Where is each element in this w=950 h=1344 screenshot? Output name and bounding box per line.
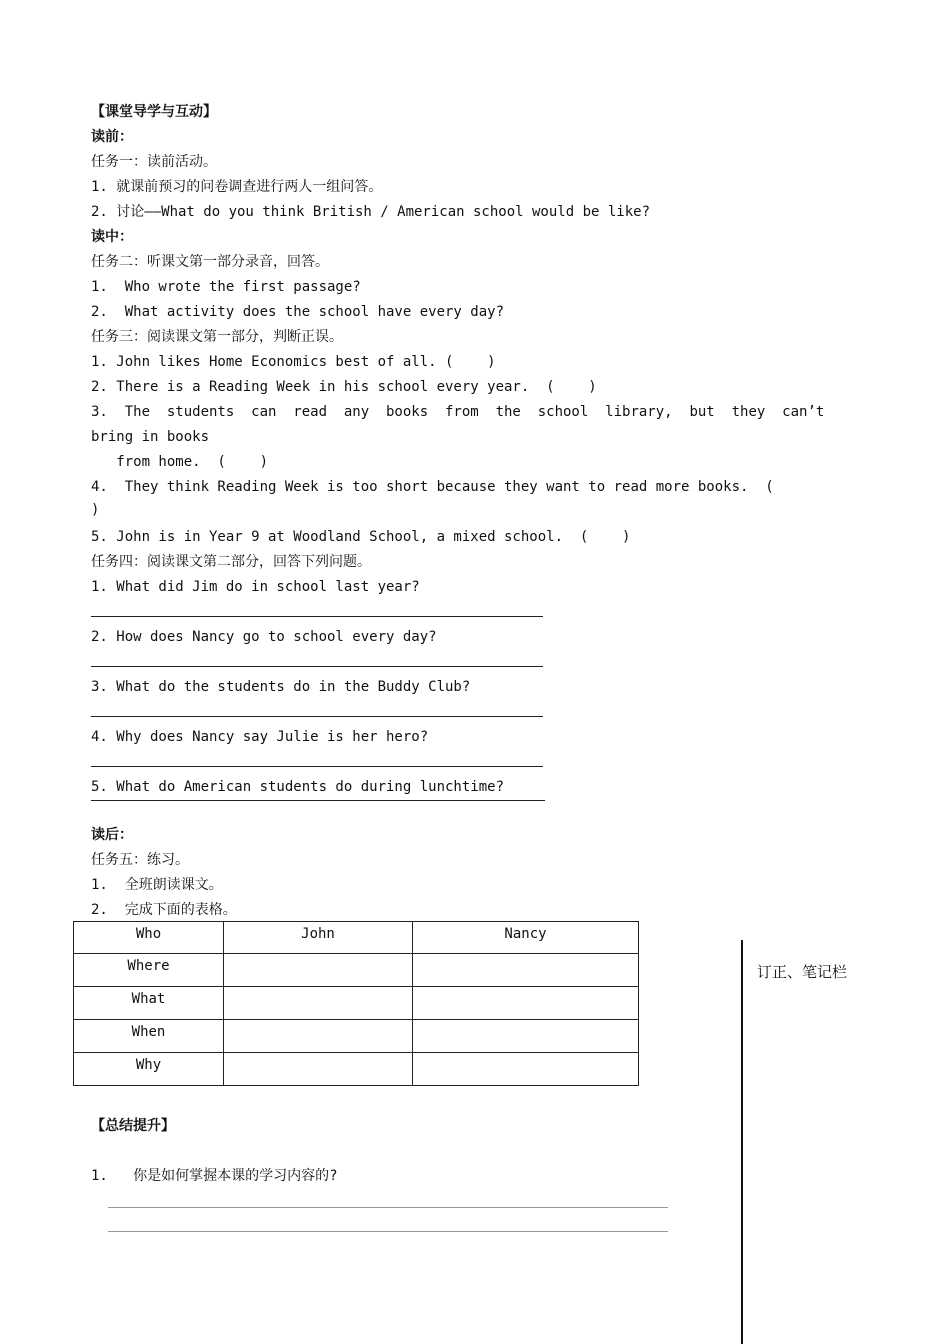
- task3-item-cont: ): [91, 502, 100, 518]
- section-classroom-heading: 【课堂导学与互动】: [91, 104, 217, 120]
- task1-title: 任务一：读前活动。: [91, 154, 217, 170]
- task3-item: 3. The students can read any books from the school library, but they can’t: [91, 404, 825, 420]
- answer-cell[interactable]: [224, 1020, 413, 1053]
- task5-title: 任务五：练习。: [91, 852, 189, 868]
- task1-item: 1. 就课前预习的问卷调查进行两人一组问答。: [91, 179, 383, 195]
- answer-line[interactable]: [91, 800, 545, 801]
- row-label-cell: Why: [74, 1053, 224, 1086]
- table-row: [74, 1053, 639, 1086]
- answer-line[interactable]: [91, 616, 543, 617]
- task4-question: 1. What did Jim do in school last year?: [91, 579, 420, 595]
- answer-line[interactable]: [108, 1207, 668, 1208]
- task2-title: 任务二：听课文第一部分录音，回答。: [91, 254, 329, 270]
- answer-cell[interactable]: [224, 1053, 413, 1086]
- task2-item: 1. Who wrote the first passage?: [91, 279, 361, 295]
- task3-item-cont: from home. ( ): [91, 454, 269, 470]
- notes-column-label: 订正、笔记栏: [757, 963, 848, 981]
- answer-line[interactable]: [91, 766, 543, 767]
- header-cell: Who: [74, 922, 224, 954]
- answer-cell[interactable]: [413, 954, 639, 987]
- answer-line[interactable]: [91, 716, 543, 717]
- row-label-cell: Where: [74, 954, 224, 987]
- task3-title: 任务三：阅读课文第一部分，判断正误。: [91, 329, 343, 345]
- header-cell: John: [224, 922, 413, 954]
- task4-title: 任务四：阅读课文第二部分，回答下列问题。: [91, 554, 371, 570]
- while-reading-heading: 读中：: [91, 229, 133, 245]
- task2-item: 2. What activity does the school have every day?: [91, 304, 505, 320]
- answer-cell[interactable]: [413, 1053, 639, 1086]
- answer-cell[interactable]: [413, 1020, 639, 1053]
- task4-question: 5. What do American students do during lunchtime?: [91, 779, 505, 795]
- answer-line[interactable]: [91, 666, 543, 667]
- after-reading-heading: 读后：: [91, 827, 133, 843]
- task3-item: 5. John is in Year 9 at Woodland School, a mixed school. ( ): [91, 529, 631, 545]
- task5-item: 2. 完成下面的表格。: [91, 902, 237, 918]
- table-row: [74, 987, 639, 1020]
- before-reading-heading: 读前：: [91, 129, 133, 145]
- notes-divider: [741, 940, 743, 1344]
- answer-cell[interactable]: [224, 954, 413, 987]
- answer-cell[interactable]: [224, 987, 413, 1020]
- task4-question: 4. Why does Nancy say Julie is her hero?: [91, 729, 429, 745]
- header-cell: Nancy: [413, 922, 639, 954]
- who-where-table: [73, 921, 639, 1086]
- task5-item: 1. 全班朗读课文。: [91, 877, 223, 893]
- task3-item: 2. There is a Reading Week in his school every year. ( ): [91, 379, 597, 395]
- row-label-cell: What: [74, 987, 224, 1020]
- row-label-cell: When: [74, 1020, 224, 1053]
- task4-question: 3. What do the students do in the Buddy Club?: [91, 679, 471, 695]
- task3-item: 1. John likes Home Economics best of all. ( ): [91, 354, 496, 370]
- summary-question: 1. 你是如何掌握本课的学习内容的?: [91, 1168, 338, 1184]
- answer-cell[interactable]: [413, 987, 639, 1020]
- task3-item-cont: bring in books: [91, 429, 210, 445]
- task1-item: 2. 讨论——What do you think British / American school would be like?: [91, 204, 651, 220]
- answer-line[interactable]: [108, 1231, 668, 1232]
- task4-question: 2. How does Nancy go to school every day?: [91, 629, 437, 645]
- summary-heading: 【总结提升】: [91, 1118, 175, 1134]
- table-header-row: [74, 922, 639, 954]
- table-row: [74, 954, 639, 987]
- task3-item: 4. They think Reading Week is too short because they want to read more books. (: [91, 479, 774, 495]
- table-row: [74, 1020, 639, 1053]
